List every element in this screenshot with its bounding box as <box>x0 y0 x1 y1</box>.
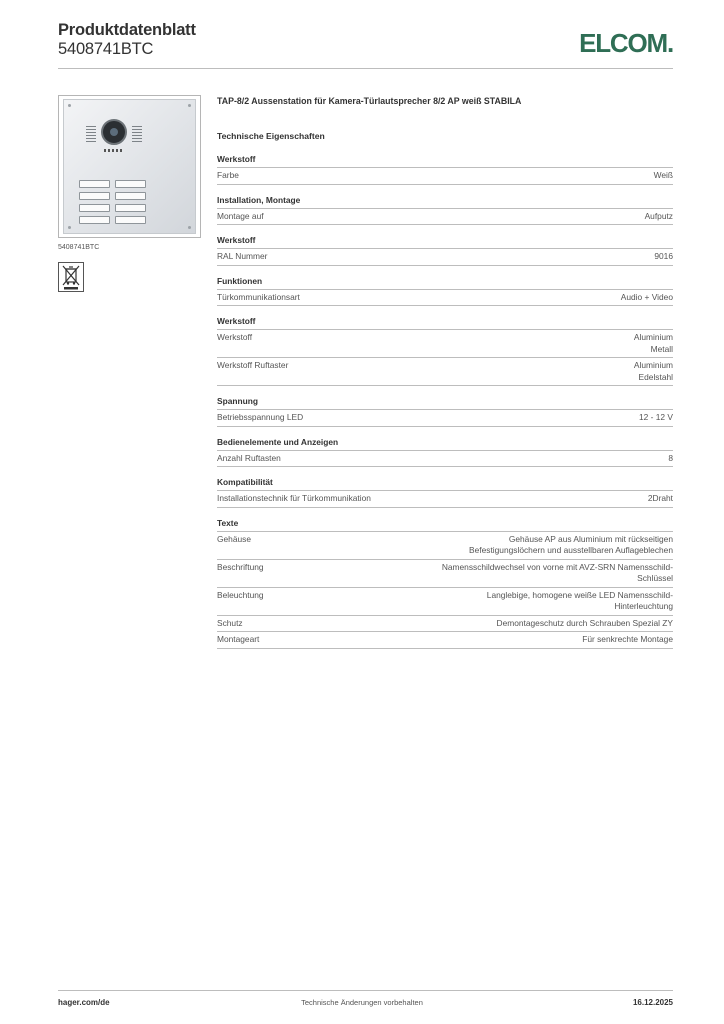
property-value-line: Metall <box>650 343 673 354</box>
property-row <box>217 410 673 427</box>
camera-lens <box>101 119 127 145</box>
property-row <box>217 632 673 649</box>
screw <box>188 226 191 229</box>
property-group <box>217 154 673 185</box>
property-value-line: Hinterleuchtung <box>614 601 673 611</box>
property-value-line: Befestigungslöchern und ausstellbaren Auflageblechen <box>469 545 673 555</box>
property-label: Anzahl Ruftasten <box>217 452 281 463</box>
property-label: Werkstoff <box>217 332 253 342</box>
property-value-line: Weiß <box>653 170 673 180</box>
speaker-grille <box>132 124 142 142</box>
property-value-line: Aufputz <box>644 210 673 221</box>
screw <box>68 104 71 107</box>
property-row <box>217 588 673 616</box>
property-group <box>217 437 673 468</box>
section-heading: Technische Eigenschaften <box>217 131 325 141</box>
property-value-line: Edelstahl <box>638 371 673 382</box>
property-value <box>469 534 673 557</box>
property-value-line: Aluminium <box>633 360 673 370</box>
property-label: Werkstoff Ruftaster <box>217 360 289 370</box>
call-button <box>79 192 110 200</box>
property-value-line: Audio + Video <box>620 291 673 302</box>
call-button <box>79 216 110 224</box>
property-row <box>217 491 673 508</box>
property-value <box>654 170 673 182</box>
group-title: Werkstoff <box>217 235 673 249</box>
property-value <box>621 292 673 304</box>
property-value-line: Demontageschutz durch Schrauben Spezial ZY <box>496 617 673 628</box>
property-value-line: Langlebige, homogene weiße LED Namensschild- <box>486 589 673 600</box>
property-row <box>217 451 673 468</box>
page-header <box>58 20 673 68</box>
property-value-line: Schlüssel <box>637 573 673 583</box>
property-value <box>634 360 673 383</box>
weee-crossed-bin-icon <box>58 262 84 292</box>
property-value-line: Namensschildwechsel von vorne mit AVZ-SRN Namensschild- <box>441 561 673 572</box>
property-label: Installationstechnik für Türkommunikation <box>217 493 371 503</box>
property-group <box>217 316 673 386</box>
property-label: Farbe <box>217 170 239 180</box>
property-label: Montage auf <box>217 210 264 221</box>
property-value <box>648 493 673 505</box>
call-button <box>115 216 146 224</box>
product-details <box>217 96 673 649</box>
property-value-line: Aluminium <box>633 332 673 342</box>
property-label: Montageart <box>217 634 260 644</box>
property-value-line: 8 <box>668 452 673 463</box>
property-label: Gehäuse <box>217 533 251 544</box>
property-row <box>217 616 673 633</box>
property-group <box>217 518 673 649</box>
call-button <box>115 180 146 188</box>
property-value-line: Für senkrechte Montage <box>582 634 673 644</box>
footer-note: Technische Änderungen vorbehalten <box>301 998 423 1007</box>
property-value <box>639 412 673 424</box>
property-value <box>582 634 673 646</box>
group-title: Funktionen <box>217 276 673 290</box>
property-row <box>217 290 673 307</box>
microphone <box>104 149 124 152</box>
footer-date: 16.12.2025 <box>632 998 673 1007</box>
call-button <box>79 180 110 188</box>
door-station-plate <box>63 99 196 234</box>
property-value-line: 2Draht <box>647 493 673 503</box>
group-title: Kompatibilität <box>217 477 673 491</box>
property-group <box>217 195 673 226</box>
image-caption: 5408741BTC <box>58 244 100 251</box>
property-group <box>217 477 673 508</box>
property-value <box>645 211 673 223</box>
footer-divider <box>58 990 673 991</box>
property-row <box>217 330 673 358</box>
group-title: Werkstoff <box>217 154 673 168</box>
property-value <box>487 590 673 613</box>
property-label: Schutz <box>217 617 243 628</box>
property-value-line: 12 - 12 V <box>639 412 673 422</box>
property-label: Türkommunikationsart <box>217 291 300 302</box>
call-button <box>79 204 110 212</box>
property-value-line: 9016 <box>654 251 673 261</box>
property-row <box>217 532 673 560</box>
elcom-logo: ELCOM. <box>579 28 673 58</box>
article-number: 5408741BTC <box>58 40 154 58</box>
property-row <box>217 560 673 588</box>
call-button <box>115 192 146 200</box>
group-title: Bedienelemente und Anzeigen <box>217 437 673 451</box>
property-row <box>217 249 673 266</box>
property-label: Betriebsspannung LED <box>217 412 304 422</box>
property-group <box>217 235 673 266</box>
header-divider <box>58 68 673 69</box>
property-row <box>217 209 673 226</box>
property-value <box>634 332 673 355</box>
property-value <box>654 251 673 263</box>
property-label: RAL Nummer <box>217 251 268 261</box>
screw <box>188 104 191 107</box>
footer-website[interactable]: hager.com/de <box>58 998 110 1007</box>
screw <box>68 226 71 229</box>
property-groups <box>217 154 673 649</box>
property-label: Beschriftung <box>217 561 264 572</box>
property-group <box>217 276 673 307</box>
property-row <box>217 168 673 185</box>
document-title: Produktdatenblatt <box>58 21 196 39</box>
group-title: Werkstoff <box>217 316 673 330</box>
group-title: Spannung <box>217 396 673 410</box>
property-value <box>442 562 673 585</box>
product-title: TAP-8/2 Aussenstation für Kamera-Türlautsprecher 8/2 AP weiß STABILA <box>217 96 522 106</box>
product-image <box>58 95 201 238</box>
property-value <box>497 618 673 630</box>
group-title: Texte <box>217 518 673 532</box>
property-row <box>217 358 673 386</box>
property-group <box>217 396 673 427</box>
property-value <box>668 453 673 465</box>
speaker-grille <box>86 124 96 142</box>
property-value-line: Gehäuse AP aus Aluminium mit rückseitigen <box>508 533 673 544</box>
call-button <box>115 204 146 212</box>
property-label: Beleuchtung <box>217 589 264 600</box>
group-title: Installation, Montage <box>217 195 673 209</box>
